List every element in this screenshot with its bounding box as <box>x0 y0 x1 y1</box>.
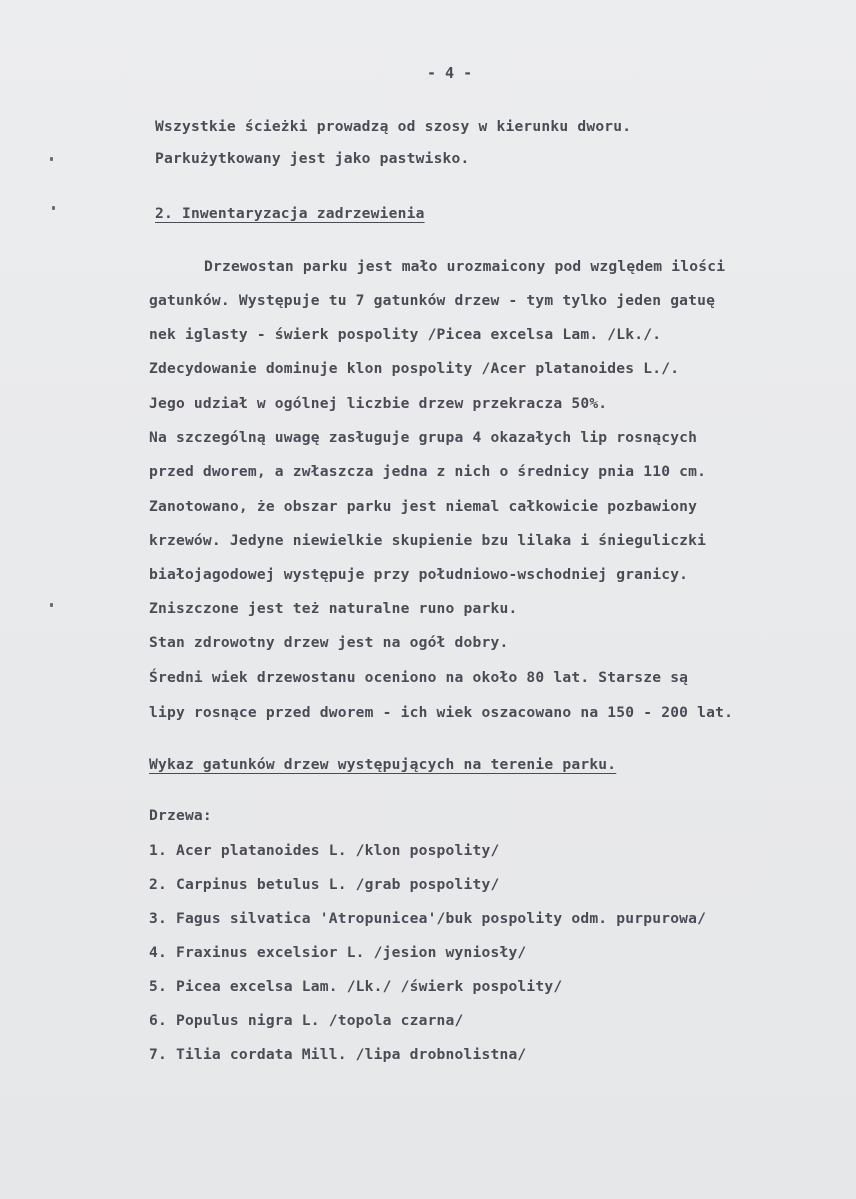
margin-mark <box>50 157 53 161</box>
paragraph2-line: Drzewostan parku jest mało urozmaicony pod względem ilości <box>204 258 726 275</box>
trees-label: Drzewa: <box>149 807 212 824</box>
paragraph2-line: Jego udział w ogólnej liczbie drzew przekracza 50%. <box>149 395 608 412</box>
paragraph2-line: przed dworem, a zwłaszcza jedna z nich o średnicy pnia 110 cm. <box>149 463 707 480</box>
paragraph2-line: białojagodowej występuje przy południowo-wschodniej granicy. <box>149 566 689 583</box>
tree-list-item: 4. Fraxinus excelsior L. /jesion wyniosły/ <box>149 944 527 961</box>
paragraph2-line: Stan zdrowotny drzew jest na ogół dobry. <box>149 634 509 651</box>
page-number: - 4 - <box>427 64 473 82</box>
paragraph2-line: Na szczególną uwagę zasługuje grupa 4 okazałych lip rosnących <box>149 429 698 446</box>
tree-list-item: 7. Tilia cordata Mill. /lipa drobnolistna/ <box>149 1046 527 1063</box>
section-heading: 2. Inwentaryzacja zadrzewienia <box>155 205 425 222</box>
paragraph2-line: Średni wiek drzewostanu oceniono na około 80 lat. Starsze są <box>149 669 689 686</box>
paragraph2-line: Zanotowano, że obszar parku jest niemal całkowicie pozbawiony <box>149 498 698 515</box>
paragraph2-line: lipy rosnące przed dworem - ich wiek oszacowano na 150 - 200 lat. <box>149 704 734 721</box>
species-list-heading: Wykaz gatunków drzew występujących na terenie parku. <box>149 756 617 773</box>
margin-mark <box>52 206 55 210</box>
paragraph2-line: krzewów. Jedyne niewielkie skupienie bzu lilaka i śnieguliczki <box>149 532 707 549</box>
paragraph2-line: gatunków. Występuje tu 7 gatunków drzew - tym tylko jeden gatuę <box>149 292 716 309</box>
paragraph1-line: Wszystkie ścieżki prowadzą od szosy w kierunku dworu. <box>155 118 632 135</box>
paragraph2-line: Zniszczone jest też naturalne runo parku. <box>149 600 518 617</box>
paragraph1-line: Parkużytkowany jest jako pastwisko. <box>155 150 470 167</box>
tree-list-item: 2. Carpinus betulus L. /grab pospolity/ <box>149 876 500 893</box>
paragraph2-line: nek iglasty - świerk pospolity /Picea excelsa Lam. /Lk./. <box>149 326 662 343</box>
tree-list-item: 6. Populus nigra L. /topola czarna/ <box>149 1012 464 1029</box>
tree-list-item: 3. Fagus silvatica 'Atropunicea'/buk pospolity odm. purpurowa/ <box>149 910 707 927</box>
margin-mark <box>50 603 53 607</box>
tree-list-item: 5. Picea excelsa Lam. /Lk./ /świerk pospolity/ <box>149 978 563 995</box>
paragraph2-line: Zdecydowanie dominuje klon pospolity /Acer platanoides L./. <box>149 360 680 377</box>
tree-list-item: 1. Acer platanoides L. /klon pospolity/ <box>149 842 500 859</box>
